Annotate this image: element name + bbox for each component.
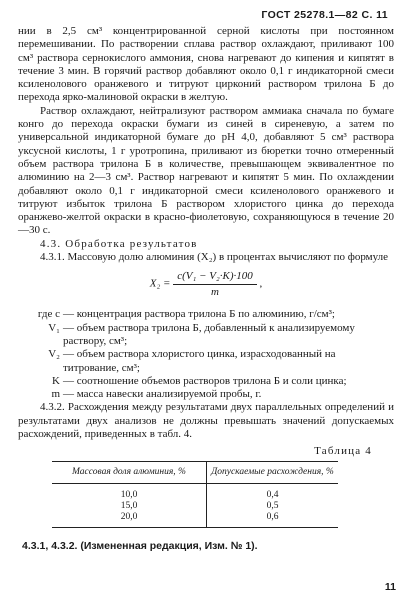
definition-text: — соотношение объемов растворов трилона Б и соли цинка; (63, 374, 347, 387)
definition-c (18, 308, 394, 321)
table-header-cell: Массовая доля алюминия, % (52, 461, 207, 483)
definition-v2 (18, 348, 394, 375)
definition-symbol: V₂ (48, 348, 60, 361)
document-header: ГОСТ 25278.1—82 С. 11 (261, 9, 388, 21)
definition-text: — объем раствора хлористого цинка, израсходованный на титрование, см³; (63, 348, 336, 374)
amendment-note: 4.3.1, 4.3.2. (Измененная редакция, Изм. № 1). (22, 539, 258, 552)
formula-x2 (18, 270, 394, 304)
definition-m (18, 388, 394, 401)
table-row (52, 512, 338, 523)
paragraph-4-3-2: 4.3.2. Расхождения между результатами двух параллельных определений и результатами двух анализов не должны превышать значений допускаемых расхождений, приведенных в табл. 4. (18, 401, 394, 441)
page-number: 11 (384, 581, 396, 593)
formula-denominator: m (211, 285, 219, 298)
formula-numerator: c(V₁ − V₂·K)·100 (173, 270, 257, 284)
definition-text: — концентрация раствора трилона Б по алюминию, г/см³; (63, 308, 335, 321)
table-cell: 0,6 (266, 511, 279, 522)
definition-v1 (18, 322, 394, 349)
document-body (18, 25, 394, 553)
table-header-cell: Допускаемые расхождения, % (207, 461, 339, 483)
table-cell: 0,5 (266, 500, 279, 511)
paragraph-titration: Раствор охлаждают, нейтрализуют раствором аммиака сначала по бумаге конго до перехода окраски бумаги из синей в сиреневую, а затем по универсальной индикаторной бумаге до pH 4,0, добавляют 5 см³ раствора уксусной кислоты, 1 г уротропина, приливают из бюретки точно отмеренный объем раствора трилона Б в количестве, превышающем эквивалентное по алюминию на 2—3 см³. Раствор нагревают и кипятят 5 мин. По охлаждении добавляют около 0,1 г индикаторной смеси ксиленолового оранжевого и титруют избыток трилона Б раствором хлористого цинка до перехода оранжево-желтой окраски в красно-фиолетовую, сохраняющуюся в течение 20—30 с. (18, 104, 394, 237)
definition-symbol: K (52, 374, 60, 387)
formula-tail: , (259, 277, 263, 290)
formula-fraction (173, 270, 257, 299)
table-row (52, 490, 338, 501)
table-header-row (52, 461, 338, 483)
table-cell: 10,0 (52, 490, 207, 501)
definition-symbol: V₁ (48, 321, 60, 334)
paragraph-dissolution: нии в 2,5 см³ концентрированной серной кислоты при постоянном перемешивании. По растворении сплава раствор охлаждают, приливают 100 см³ раствора сернокислого аммония, снова нагревают до кипения и кипятят в течение 3 мин. В горячий раствор добавляют около 0,1 г индикаторной смеси ксиленолового оранжевого и титруют цирконий раствором трилона Б до перехода ярко-малиновой окраски в желтую. (18, 25, 394, 104)
section-heading-4-3: 4.3. Обработка результатов (40, 237, 198, 250)
definition-symbol: где c (37, 308, 60, 321)
paragraph-4-3-1: 4.3.1. Массовую долю алюминия (X₂) в процентах вычисляют по формуле (40, 251, 389, 264)
definition-text: — масса навески анализируемой пробы, г. (63, 388, 262, 401)
table-cell: 15,0 (52, 501, 207, 512)
tolerance-table (52, 461, 338, 528)
definitions-list (18, 308, 394, 401)
table-caption: Таблица 4 (314, 445, 372, 458)
table-cell: 20,0 (52, 512, 207, 523)
formula-lhs: X₂ = (149, 277, 171, 290)
table-row (52, 501, 338, 512)
definition-symbol: m (51, 388, 60, 401)
definition-k (18, 375, 394, 388)
table-cell: 0,4 (266, 489, 279, 500)
definition-text: — объем раствора трилона Б, добавленный к анализируемому раствору, см³; (63, 321, 355, 347)
